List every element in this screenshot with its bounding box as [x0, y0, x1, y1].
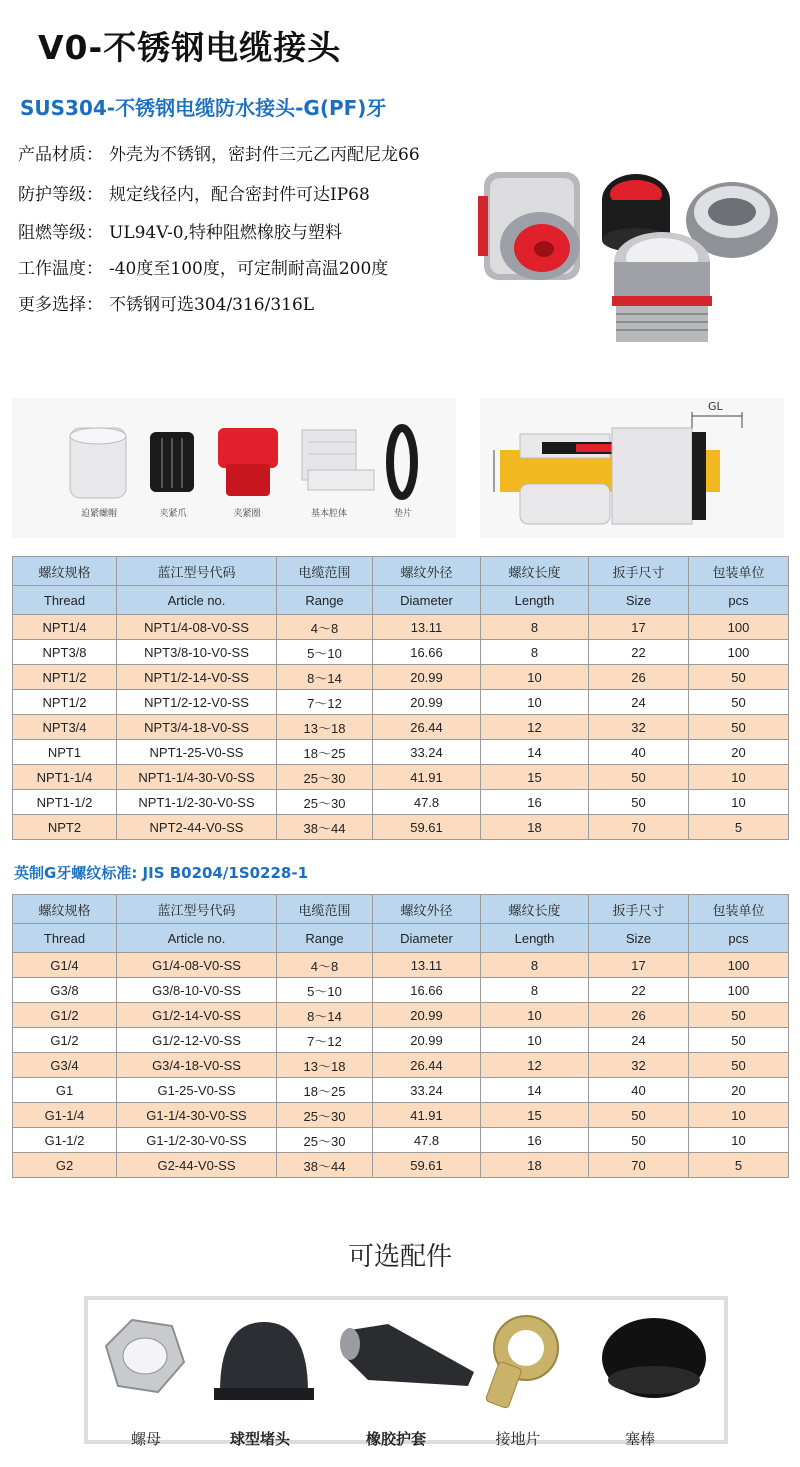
table-row — [13, 615, 789, 640]
table-cell: 12 — [481, 1053, 589, 1078]
table-cell: 5～10 — [277, 978, 373, 1003]
table-cell: 40 — [589, 1078, 689, 1103]
table-cell: NPT1/2-12-V0-SS — [117, 690, 277, 715]
table-cell: 24 — [589, 690, 689, 715]
table-cell: 10 — [689, 790, 789, 815]
table-cell: 47.8 — [373, 790, 481, 815]
table-row — [13, 690, 789, 715]
table-cell: G1-1/2 — [13, 1128, 117, 1153]
table-cell: Length — [481, 924, 589, 953]
table-cell: 50 — [589, 1103, 689, 1128]
table-cell: 18 — [481, 815, 589, 840]
table-cell: 32 — [589, 715, 689, 740]
spec-key: 阻燃等级： — [18, 223, 103, 243]
table-cell: G1/2-14-V0-SS — [117, 1003, 277, 1028]
table-row — [13, 1103, 789, 1128]
table-cell: 20.99 — [373, 690, 481, 715]
table-cell: 螺纹外径 — [373, 557, 481, 586]
table-cell: NPT3/8-10-V0-SS — [117, 640, 277, 665]
table-cell: G1 — [13, 1078, 117, 1103]
table-cell: 4～8 — [277, 615, 373, 640]
table-cell: Range — [277, 924, 373, 953]
table-cell: 32 — [589, 1053, 689, 1078]
clamp-ring-part — [218, 428, 278, 496]
table-cell: Article no. — [117, 924, 277, 953]
table-cell: NPT2-44-V0-SS — [117, 815, 277, 840]
table-cell: 50 — [689, 715, 789, 740]
table-cell: Size — [589, 924, 689, 953]
table-cell: 25～30 — [277, 765, 373, 790]
accessories-panel — [84, 1296, 728, 1444]
spec-flame-rating — [18, 218, 342, 243]
table-cell: 20 — [689, 1078, 789, 1103]
spec-value: 不锈钢可选304/316/316L — [109, 295, 315, 315]
cross-section-diagram — [480, 398, 784, 538]
table-cell: 10 — [689, 1103, 789, 1128]
table-cell: 螺纹长度 — [481, 557, 589, 586]
table-cell: 5～10 — [277, 640, 373, 665]
table-cell: G2-44-V0-SS — [117, 1153, 277, 1178]
table-row — [13, 1003, 789, 1028]
table-cell: 16 — [481, 1128, 589, 1153]
table-row — [13, 1028, 789, 1053]
table-cell: 5 — [689, 1153, 789, 1178]
table-cell: 螺纹规格 — [13, 557, 117, 586]
g-spec-table — [12, 894, 789, 1178]
table-cell: 100 — [689, 953, 789, 978]
table-cell: 14 — [481, 1078, 589, 1103]
table-cell: 14 — [481, 740, 589, 765]
table-cell: 24 — [589, 1028, 689, 1053]
product-subtitle: SUS304-不锈钢电缆防水接头-G(PF)牙 — [20, 96, 387, 120]
table-cell: 7～12 — [277, 690, 373, 715]
table-cell: 26.44 — [373, 715, 481, 740]
table-cell: pcs — [689, 586, 789, 615]
gasket-part — [390, 428, 414, 496]
table-cell: NPT1/4 — [13, 615, 117, 640]
table-row — [13, 790, 789, 815]
table-row — [13, 765, 789, 790]
accessories-title: 可选配件 — [347, 1242, 452, 1272]
accessory-label-dome-plug: 球型堵头 — [229, 1430, 290, 1448]
table-row — [13, 953, 789, 978]
table-cell: G1/4 — [13, 953, 117, 978]
table-row — [13, 1128, 789, 1153]
part-label-body: 基本腔体 — [310, 509, 347, 519]
table-row — [13, 978, 789, 1003]
hex-nut-accessory — [106, 1320, 184, 1392]
table-cell: 26 — [589, 1003, 689, 1028]
table-cell: 螺纹规格 — [13, 895, 117, 924]
table-cell: Diameter — [373, 586, 481, 615]
table-cell: G1/2 — [13, 1028, 117, 1053]
ground-tab-accessory — [485, 1316, 558, 1409]
table-cell: 33.24 — [373, 740, 481, 765]
table-cell: NPT1/2-14-V0-SS — [117, 665, 277, 690]
table-cell: 22 — [589, 640, 689, 665]
table-cell: G1-25-V0-SS — [117, 1078, 277, 1103]
table-cell: 扳手尺寸 — [589, 557, 689, 586]
table-cell: 50 — [689, 665, 789, 690]
spec-key: 产品材质： — [18, 145, 103, 165]
table-cell: Diameter — [373, 924, 481, 953]
accessory-label-ground-tab: 接地片 — [495, 1430, 541, 1448]
table-cell: 8 — [481, 615, 589, 640]
table-cell: G3/4 — [13, 1053, 117, 1078]
table-cell: 20.99 — [373, 1028, 481, 1053]
table-cell: 59.61 — [373, 815, 481, 840]
table-row — [13, 715, 789, 740]
spec-temperature — [18, 254, 388, 279]
table-cell: 15 — [481, 765, 589, 790]
table-cell: 8～14 — [277, 1003, 373, 1028]
table-cell: Thread — [13, 586, 117, 615]
table-cell: 10 — [481, 665, 589, 690]
g-thread-standard-heading: 英制G牙螺纹标准: JIS B0204/1S0228-1 — [14, 864, 309, 882]
accessory-label-blanking-plug: 塞棒 — [624, 1430, 655, 1448]
body-photo — [612, 232, 712, 342]
table-cell: 4～8 — [277, 953, 373, 978]
table-cell: 18～25 — [277, 1078, 373, 1103]
sealing-nut-part — [70, 428, 126, 498]
table-cell: 50 — [589, 1128, 689, 1153]
table-cell: G1-1/2-30-V0-SS — [117, 1128, 277, 1153]
table-header-row-en — [13, 924, 789, 953]
body-part — [302, 430, 374, 490]
table-cell: 41.91 — [373, 765, 481, 790]
table-cell: 电缆范围 — [277, 557, 373, 586]
table-cell: NPT1/2 — [13, 690, 117, 715]
table-cell: 26 — [589, 665, 689, 690]
table-row — [13, 665, 789, 690]
spec-value: 外壳为不锈钢，密封件三元乙丙配尼龙66 — [109, 145, 420, 165]
table-cell: Thread — [13, 924, 117, 953]
accessory-label-nut: 螺母 — [130, 1430, 161, 1448]
table-cell: G2 — [13, 1153, 117, 1178]
blanking-plug-accessory — [602, 1318, 706, 1398]
table-cell: 38～44 — [277, 815, 373, 840]
table-cell: G3/8 — [13, 978, 117, 1003]
table-cell: 8 — [481, 640, 589, 665]
table-cell: 50 — [689, 1028, 789, 1053]
table-row — [13, 1153, 789, 1178]
table-cell: 16 — [481, 790, 589, 815]
table-cell: 20 — [689, 740, 789, 765]
table-cell: 47.8 — [373, 1128, 481, 1153]
table-cell: NPT1/4-08-V0-SS — [117, 615, 277, 640]
npt-spec-table — [12, 556, 789, 840]
table-cell: 26.44 — [373, 1053, 481, 1078]
table-cell: 38～44 — [277, 1153, 373, 1178]
table-cell: 50 — [589, 790, 689, 815]
table-cell: 10 — [481, 690, 589, 715]
clamp-claw-part — [150, 432, 194, 492]
table-cell: 10 — [689, 1128, 789, 1153]
table-cell: NPT1-1/4 — [13, 765, 117, 790]
table-cell: Length — [481, 586, 589, 615]
table-cell: 5 — [689, 815, 789, 840]
table-cell: 15 — [481, 1103, 589, 1128]
spec-value: UL94V-0,特种阻燃橡胶与塑料 — [109, 223, 342, 243]
table-cell: 33.24 — [373, 1078, 481, 1103]
table-cell: 8 — [481, 978, 589, 1003]
table-cell: 蓝江型号代码 — [117, 557, 277, 586]
table-cell: NPT1 — [13, 740, 117, 765]
table-cell: 7～12 — [277, 1028, 373, 1053]
spec-key: 更多选择： — [18, 295, 103, 315]
table-cell: NPT1/2 — [13, 665, 117, 690]
table-cell: 蓝江型号代码 — [117, 895, 277, 924]
table-cell: 59.61 — [373, 1153, 481, 1178]
table-cell: 螺纹长度 — [481, 895, 589, 924]
table-cell: 25～30 — [277, 790, 373, 815]
part-label-clamp-claw: 夹紧爪 — [159, 509, 187, 519]
spec-value: -40度至100度，可定制耐高温200度 — [109, 259, 389, 279]
spec-material — [18, 140, 420, 165]
table-cell: Article no. — [117, 586, 277, 615]
table-cell: 13～18 — [277, 1053, 373, 1078]
table-cell: Size — [589, 586, 689, 615]
table-cell: 包装单位 — [689, 895, 789, 924]
table-cell: 100 — [689, 615, 789, 640]
table-cell: NPT2 — [13, 815, 117, 840]
table-cell: 18～25 — [277, 740, 373, 765]
table-cell: 50 — [689, 690, 789, 715]
table-cell: NPT3/4 — [13, 715, 117, 740]
table-cell: 13～18 — [277, 715, 373, 740]
table-cell: 100 — [689, 978, 789, 1003]
table-cell: 22 — [589, 978, 689, 1003]
product-photo — [470, 150, 790, 350]
table-cell: 包装单位 — [689, 557, 789, 586]
table-cell: 10 — [481, 1028, 589, 1053]
table-cell: G3/8-10-V0-SS — [117, 978, 277, 1003]
spec-protection — [18, 180, 370, 205]
table-cell: 20.99 — [373, 1003, 481, 1028]
spec-key: 工作温度： — [18, 259, 103, 279]
table-cell: 8 — [481, 953, 589, 978]
table-cell: 13.11 — [373, 615, 481, 640]
table-row — [13, 640, 789, 665]
table-cell: 8～14 — [277, 665, 373, 690]
table-cell: G1/2 — [13, 1003, 117, 1028]
table-cell: Range — [277, 586, 373, 615]
table-cell: 10 — [689, 765, 789, 790]
table-cell: NPT1-1/2-30-V0-SS — [117, 790, 277, 815]
table-cell: 50 — [689, 1003, 789, 1028]
table-cell: NPT3/8 — [13, 640, 117, 665]
table-cell: 20.99 — [373, 665, 481, 690]
diagram-gl-label: GL — [708, 400, 723, 413]
table-cell: 电缆范围 — [277, 895, 373, 924]
page-title: V0-不锈钢电缆接头 — [38, 28, 342, 67]
part-label-sealing-nut: 迫紧螺帽 — [80, 509, 117, 519]
table-row — [13, 740, 789, 765]
table-row — [13, 815, 789, 840]
table-cell: NPT3/4-18-V0-SS — [117, 715, 277, 740]
table-cell: 18 — [481, 1153, 589, 1178]
table-cell: G1/2-12-V0-SS — [117, 1028, 277, 1053]
table-cell: 50 — [689, 1053, 789, 1078]
table-cell: 41.91 — [373, 1103, 481, 1128]
table-cell: G3/4-18-V0-SS — [117, 1053, 277, 1078]
table-cell: NPT1-1/2 — [13, 790, 117, 815]
table-cell: NPT1-25-V0-SS — [117, 740, 277, 765]
table-cell: 70 — [589, 815, 689, 840]
table-header-row-en — [13, 586, 789, 615]
table-cell: G1-1/4-30-V0-SS — [117, 1103, 277, 1128]
table-cell: 25～30 — [277, 1103, 373, 1128]
table-cell: 扳手尺寸 — [589, 895, 689, 924]
table-cell: 40 — [589, 740, 689, 765]
table-row — [13, 1078, 789, 1103]
table-cell: 17 — [589, 615, 689, 640]
spec-value: 规定线径内，配合密封件可达IP68 — [109, 185, 370, 205]
part-label-clamp-ring: 夹紧圈 — [233, 509, 261, 519]
table-cell: 16.66 — [373, 978, 481, 1003]
table-cell: 70 — [589, 1153, 689, 1178]
table-cell: 13.11 — [373, 953, 481, 978]
table-cell: NPT1-1/4-30-V0-SS — [117, 765, 277, 790]
table-cell: G1-1/4 — [13, 1103, 117, 1128]
table-cell: 17 — [589, 953, 689, 978]
table-cell: 16.66 — [373, 640, 481, 665]
table-cell: 50 — [589, 765, 689, 790]
spec-options — [18, 290, 314, 315]
table-cell: 螺纹外径 — [373, 895, 481, 924]
spec-key: 防护等级： — [18, 185, 103, 205]
table-cell: 12 — [481, 715, 589, 740]
rubber-sleeve-accessory — [340, 1324, 474, 1386]
parts-exploded-view — [12, 398, 456, 538]
table-header-row-cn — [13, 895, 789, 924]
table-cell: 25～30 — [277, 1128, 373, 1153]
table-cell: 100 — [689, 640, 789, 665]
accessory-label-rubber-sleeve: 橡胶护套 — [365, 1430, 426, 1448]
table-cell: pcs — [689, 924, 789, 953]
gland-photo-left — [478, 172, 580, 280]
dome-plug-accessory — [214, 1322, 314, 1400]
table-row — [13, 1053, 789, 1078]
table-cell: 10 — [481, 1003, 589, 1028]
table-header-row-cn — [13, 557, 789, 586]
part-label-gasket: 垫片 — [393, 509, 412, 519]
table-cell: G1/4-08-V0-SS — [117, 953, 277, 978]
